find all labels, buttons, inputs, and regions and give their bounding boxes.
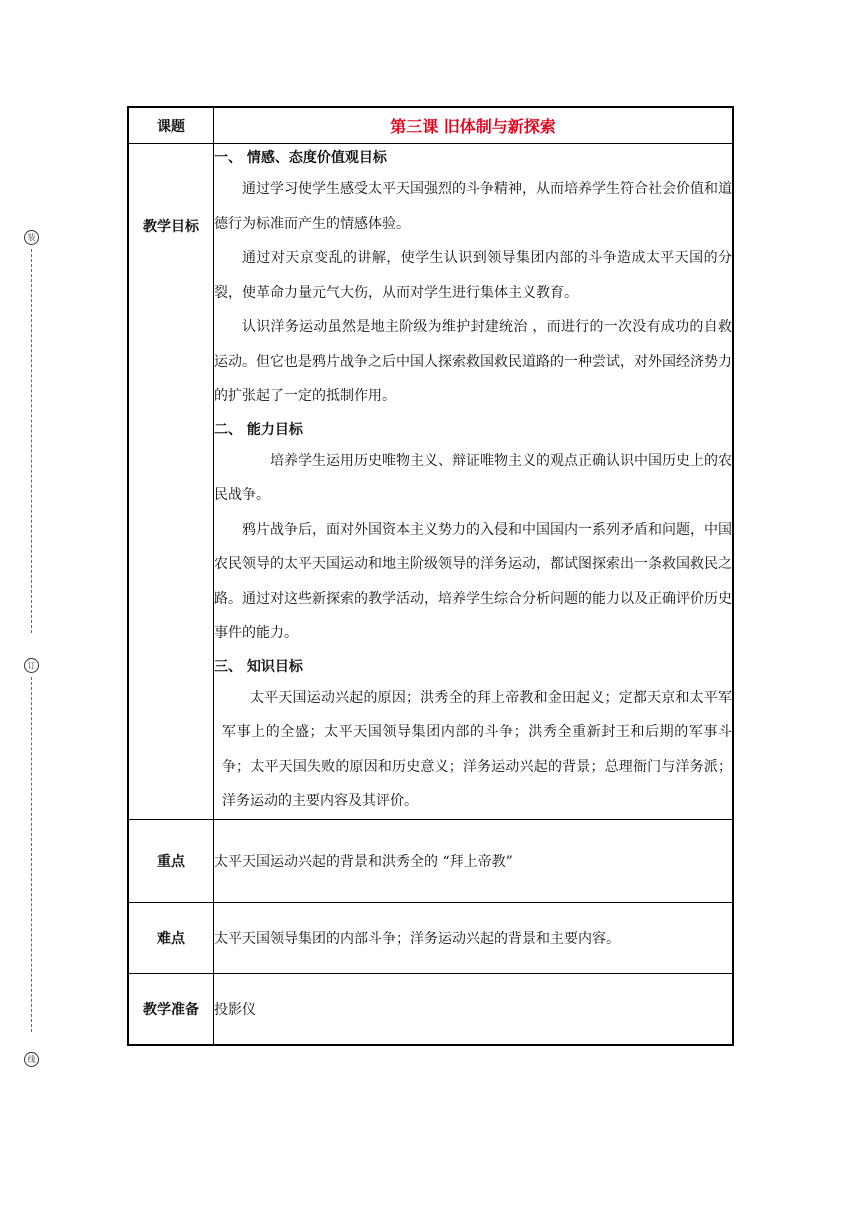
- knowledge-paragraph: 太平天国运动兴起的原因；洪秀全的拜上帝教和金田起义；定都天京和太平军军事上的全盛；太平天国领导集团内部的斗争；洪秀全重新封王和后期的军事斗争；太平天国失败的原因和历史意义；洋务运动兴起的背景；总理衙门与洋务派；洋务运动的主要内容及其评价。: [222, 689, 732, 809]
- key-points-label: 重点: [128, 819, 214, 902]
- section-heading-ability: 二、 能力目标: [214, 421, 303, 438]
- attitude-paragraph: 认识洋务运动虽然是地主阶级为维护封建统治 ，而进行的一次没有成功的自救运动。但它也是鸦片战争之后中国人探索救国救民道路的一种尝试，对外国经济势力的扩张起了一定的抵制作用。: [214, 319, 732, 404]
- preparation-row: [128, 973, 733, 1045]
- key-points-row: [128, 819, 733, 902]
- ability-paragraph: 鸦片战争后，面对外国资本主义势力的入侵和中国国内一系列矛盾和问题，中国农民领导的太平天国运动和地主阶级领导的洋务运动，都试图探索出一条救国救民之路。通过对这些新探索的教学活动，培养学生综合分析问题的能力以及正确评价历史事件的能力。: [214, 521, 732, 641]
- ability-paragraph: 培养学生运用历史唯物主义、辩证唯物主义的观点正确认识中国历史上的农民战争。: [214, 452, 732, 503]
- section-heading-knowledge: 三、 知识目标: [214, 658, 303, 675]
- attitude-paragraph: 通过对天京变乱的讲解，使学生认识到领导集团内部的斗争造成太平天国的分裂，使革命力量元气大伤，从而对学生进行集体主义教育。: [214, 250, 732, 301]
- preparation-label: 教学准备: [128, 973, 214, 1045]
- difficulties-label: 难点: [128, 902, 214, 973]
- objectives-row: [128, 144, 733, 820]
- objectives-content: [214, 144, 734, 820]
- binding-mark-3: 线: [24, 1052, 39, 1067]
- binding-dashed-line: [31, 249, 32, 633]
- objectives-label: 教学目标: [128, 144, 214, 820]
- topic-row: [128, 107, 733, 144]
- lesson-plan-table: [127, 106, 734, 1046]
- difficulties-value: 太平天国领导集团的内部斗争；洋务运动兴起的背景和主要内容。: [214, 902, 734, 973]
- topic-label: 课题: [128, 107, 214, 144]
- key-points-value: 太平天国运动兴起的背景和洪秀全的 “拜上帝教”: [214, 819, 734, 902]
- section-heading-attitude: 一、 情感、态度价值观目标: [214, 150, 387, 166]
- binding-margin: [24, 225, 40, 1075]
- lesson-title: 第三课 旧体制与新探索: [214, 107, 734, 144]
- preparation-value: 投影仪: [214, 973, 734, 1045]
- attitude-paragraph: 通过学习使学生感受太平天国强烈的斗争精神，从而培养学生符合社会价值和道德行为标准而产生的情感体验。: [214, 181, 732, 232]
- binding-mark-2: 订: [24, 658, 39, 673]
- binding-dashed-line: [31, 677, 32, 1032]
- difficulties-row: [128, 902, 733, 973]
- binding-mark-1: 装: [24, 230, 39, 245]
